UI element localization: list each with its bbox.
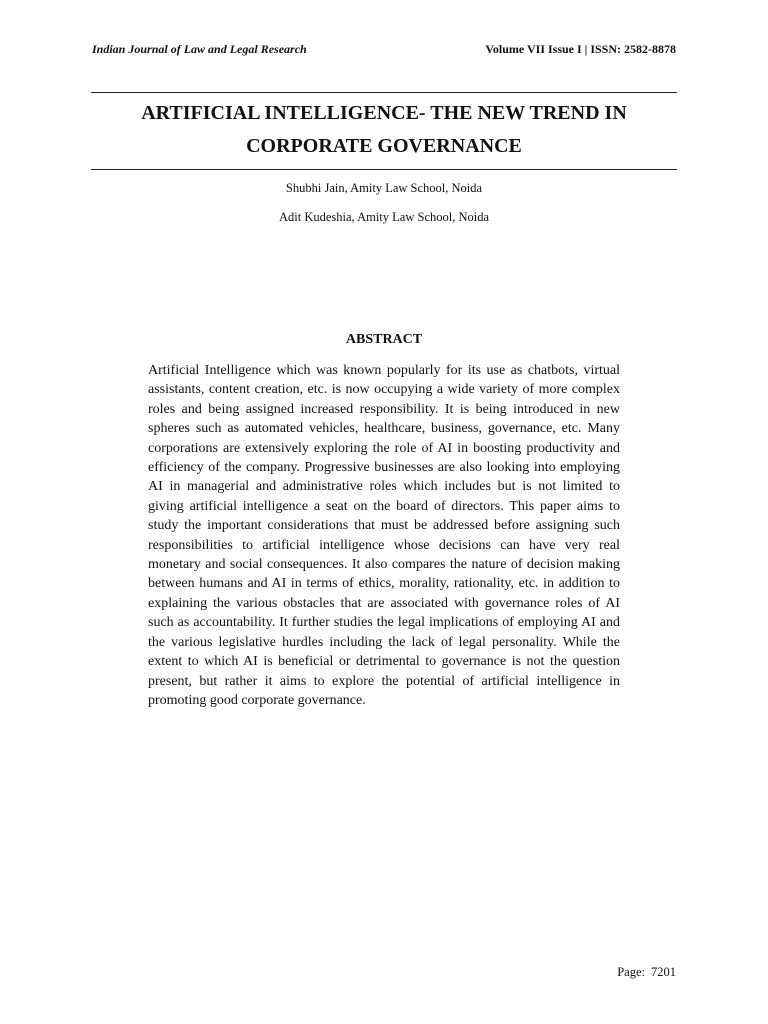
paper-title: ARTIFICIAL INTELLIGENCE- THE NEW TREND IN CORPORATE GOVERNANCE	[141, 102, 627, 157]
running-header	[92, 42, 676, 60]
title-top-rule	[91, 92, 677, 93]
volume-issn: Volume VII Issue I | ISSN: 2582-8878	[485, 42, 676, 56]
page-number-value: 7201	[651, 965, 676, 979]
abstract-text: Artificial Intelligence which was known popularly for its use as chatbots, virtual assistants, content creation, etc. is now occupying a wide variety of more complex roles and being assigned increased responsibility. It is being introduced in new spheres such as automated vehicles, healthcare, business, governance, etc. Many corporations are extensively exploring the role of AI in boosting productivity and efficiency of the company. Progressive businesses are also looking into employing AI in managerial and administrative roles which includes but is not limited to giving artificial intelligence a seat on the board of directors. This paper aims to study the important considerations that must be addressed before assigning such responsibilities to artificial intelligence whose decisions can have very real monetary and social consequences. It also compares the nature of decision making between humans and AI in terms of ethics, morality, rationality, etc. in addition to explaining the various obstacles that are associated with governance roles of AI such as accountability. It further studies the legal implications of employing AI and the various legislative hurdles including the lack of legal personality. While the extent to which AI is beneficial or detrimental to governance is not the question present, but rather it aims to explore the potential of artificial intelligence in promoting good corporate governance.	[148, 363, 620, 708]
author-line: Shubhi Jain, Amity Law School, Noida	[285, 181, 483, 195]
author-line: Adit Kudeshia, Amity Law School, Noida	[278, 210, 490, 224]
page-label: Page:	[617, 965, 645, 979]
abstract-heading: ABSTRACT	[345, 332, 423, 347]
page-number	[617, 965, 676, 980]
title-bottom-rule	[91, 169, 677, 170]
journal-name: Indian Journal of Law and Legal Research	[92, 42, 307, 56]
